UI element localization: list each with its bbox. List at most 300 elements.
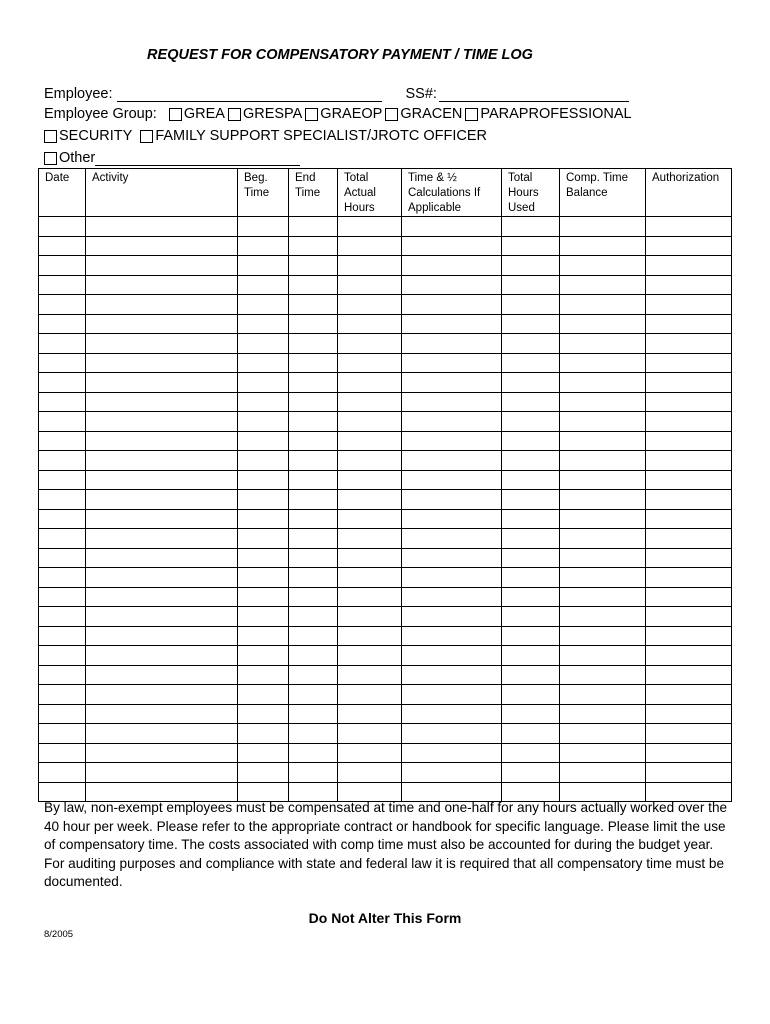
table-cell[interactable] [238, 665, 289, 685]
table-cell[interactable] [402, 431, 502, 451]
table-cell[interactable] [86, 256, 238, 276]
table-cell[interactable] [502, 626, 560, 646]
table-cell[interactable] [646, 529, 732, 549]
table-cell[interactable] [86, 334, 238, 354]
table-cell[interactable] [402, 334, 502, 354]
table-cell[interactable] [646, 334, 732, 354]
table-cell[interactable] [402, 236, 502, 256]
table-cell[interactable] [560, 763, 646, 783]
column-header: End Time [289, 169, 338, 217]
table-cell[interactable] [502, 256, 560, 276]
table-cell[interactable] [646, 490, 732, 510]
table-cell[interactable] [338, 256, 402, 276]
table-cell[interactable] [502, 509, 560, 529]
table-cell[interactable] [560, 412, 646, 432]
table-cell[interactable] [39, 256, 86, 276]
table-row [39, 256, 732, 276]
table-cell[interactable] [646, 646, 732, 666]
table-cell[interactable] [39, 334, 86, 354]
table-cell[interactable] [402, 743, 502, 763]
table-cell[interactable] [39, 236, 86, 256]
table-cell[interactable] [289, 763, 338, 783]
employee-group-line [44, 106, 632, 122]
table-cell[interactable] [502, 353, 560, 373]
table-cell[interactable] [560, 373, 646, 393]
table-cell[interactable] [338, 334, 402, 354]
table-cell[interactable] [289, 217, 338, 237]
table-cell[interactable] [338, 646, 402, 666]
table-cell[interactable] [402, 490, 502, 510]
table-cell[interactable] [560, 548, 646, 568]
table-cell[interactable] [402, 548, 502, 568]
table-cell[interactable] [560, 392, 646, 412]
table-cell[interactable] [238, 314, 289, 334]
table-cell[interactable] [502, 470, 560, 490]
group-option-label: SECURITY [59, 128, 133, 144]
table-cell[interactable] [289, 275, 338, 295]
table-cell[interactable] [86, 470, 238, 490]
table-cell[interactable] [402, 373, 502, 393]
table-cell[interactable] [86, 724, 238, 744]
table-cell[interactable] [402, 568, 502, 588]
table-cell[interactable] [86, 626, 238, 646]
table-cell[interactable] [39, 275, 86, 295]
table-cell[interactable] [560, 295, 646, 315]
table-cell[interactable] [502, 529, 560, 549]
table-cell[interactable] [238, 646, 289, 666]
table-cell[interactable] [338, 236, 402, 256]
table-cell[interactable] [39, 763, 86, 783]
table-cell[interactable] [238, 256, 289, 276]
table-cell[interactable] [289, 724, 338, 744]
table-cell[interactable] [502, 451, 560, 471]
table-cell[interactable] [646, 373, 732, 393]
table-cell[interactable] [338, 704, 402, 724]
table-cell[interactable] [560, 685, 646, 705]
table-cell[interactable] [289, 607, 338, 627]
table-cell[interactable] [402, 646, 502, 666]
column-header: Authorization [646, 169, 732, 217]
table-cell[interactable] [560, 490, 646, 510]
table-cell[interactable] [39, 646, 86, 666]
table-cell[interactable] [39, 353, 86, 373]
table-cell[interactable] [502, 295, 560, 315]
table-cell[interactable] [39, 743, 86, 763]
table-cell[interactable] [238, 548, 289, 568]
table-cell[interactable] [338, 431, 402, 451]
table-cell[interactable] [560, 587, 646, 607]
table-cell[interactable] [39, 217, 86, 237]
table-cell[interactable] [39, 568, 86, 588]
table-cell[interactable] [289, 470, 338, 490]
table-cell[interactable] [86, 646, 238, 666]
table-cell[interactable] [560, 451, 646, 471]
table-cell[interactable] [646, 295, 732, 315]
table-cell[interactable] [646, 470, 732, 490]
table-cell[interactable] [402, 685, 502, 705]
table-cell[interactable] [338, 392, 402, 412]
table-cell[interactable] [238, 704, 289, 724]
table-cell[interactable] [238, 529, 289, 549]
table-cell[interactable] [560, 743, 646, 763]
table-cell[interactable] [502, 665, 560, 685]
table-cell[interactable] [289, 548, 338, 568]
table-cell[interactable] [238, 217, 289, 237]
table-cell[interactable] [238, 373, 289, 393]
table-cell[interactable] [86, 353, 238, 373]
table-cell[interactable] [86, 743, 238, 763]
table-cell[interactable] [289, 587, 338, 607]
table-cell[interactable] [238, 470, 289, 490]
table-cell[interactable] [39, 724, 86, 744]
table-cell[interactable] [338, 665, 402, 685]
table-cell[interactable] [338, 548, 402, 568]
table-cell[interactable] [502, 607, 560, 627]
ss-field[interactable] [439, 87, 629, 102]
table-cell[interactable] [560, 334, 646, 354]
table-row [39, 743, 732, 763]
table-cell[interactable] [289, 568, 338, 588]
table-cell[interactable] [646, 685, 732, 705]
table-cell[interactable] [238, 607, 289, 627]
table-cell[interactable] [402, 275, 502, 295]
table-cell[interactable] [39, 451, 86, 471]
table-cell[interactable] [86, 236, 238, 256]
table-cell[interactable] [402, 704, 502, 724]
table-cell[interactable] [86, 548, 238, 568]
table-cell[interactable] [502, 743, 560, 763]
table-cell[interactable] [646, 607, 732, 627]
table-cell[interactable] [646, 763, 732, 783]
table-row [39, 373, 732, 393]
table-cell[interactable] [338, 490, 402, 510]
table-cell[interactable] [402, 587, 502, 607]
table-cell[interactable] [646, 412, 732, 432]
table-cell[interactable] [646, 236, 732, 256]
table-cell[interactable] [86, 529, 238, 549]
table-cell[interactable] [502, 275, 560, 295]
checkbox-gracen[interactable] [385, 108, 398, 121]
table-row [39, 334, 732, 354]
table-cell[interactable] [338, 587, 402, 607]
table-cell[interactable] [86, 451, 238, 471]
checkbox-graeop[interactable] [305, 108, 318, 121]
table-cell[interactable] [238, 236, 289, 256]
table-cell[interactable] [238, 626, 289, 646]
table-row [39, 236, 732, 256]
ss-label: SS#: [405, 86, 437, 102]
table-row [39, 685, 732, 705]
employee-field[interactable] [117, 87, 382, 102]
table-cell[interactable] [238, 412, 289, 432]
table-row [39, 431, 732, 451]
table-cell[interactable] [502, 314, 560, 334]
table-cell[interactable] [502, 373, 560, 393]
group-option-label: GREA [183, 106, 225, 122]
table-cell[interactable] [289, 665, 338, 685]
checkbox-grespa[interactable] [228, 108, 241, 121]
table-cell[interactable] [238, 275, 289, 295]
table-cell[interactable] [402, 665, 502, 685]
table-cell[interactable] [289, 256, 338, 276]
table-cell[interactable] [289, 314, 338, 334]
table-cell[interactable] [402, 392, 502, 412]
table-cell[interactable] [646, 568, 732, 588]
checkbox-grea[interactable] [169, 108, 182, 121]
column-header: Total Hours Used [502, 169, 560, 217]
column-header: Date [39, 169, 86, 217]
table-cell[interactable] [86, 763, 238, 783]
employee-line [44, 86, 629, 102]
table-cell[interactable] [646, 451, 732, 471]
table-cell[interactable] [560, 509, 646, 529]
table-cell[interactable] [502, 392, 560, 412]
table-cell[interactable] [39, 295, 86, 315]
table-cell[interactable] [502, 548, 560, 568]
table-cell[interactable] [289, 353, 338, 373]
table-cell[interactable] [289, 334, 338, 354]
table-cell[interactable] [402, 724, 502, 744]
group-option-label: GRAEOP [320, 106, 383, 122]
table-row [39, 275, 732, 295]
table-cell[interactable] [560, 275, 646, 295]
table-cell[interactable] [39, 607, 86, 627]
table-cell[interactable] [289, 646, 338, 666]
table-cell[interactable] [39, 548, 86, 568]
checkbox-family-support[interactable] [140, 130, 153, 143]
table-cell[interactable] [289, 412, 338, 432]
table-cell[interactable] [338, 412, 402, 432]
table-cell[interactable] [646, 509, 732, 529]
table-row [39, 665, 732, 685]
table-cell[interactable] [338, 275, 402, 295]
table-cell[interactable] [338, 295, 402, 315]
table-cell[interactable] [560, 431, 646, 451]
table-cell[interactable] [646, 314, 732, 334]
table-cell[interactable] [402, 314, 502, 334]
table-cell[interactable] [338, 763, 402, 783]
table-cell[interactable] [646, 353, 732, 373]
table-cell[interactable] [560, 236, 646, 256]
table-cell[interactable] [560, 256, 646, 276]
table-cell[interactable] [39, 431, 86, 451]
table-cell[interactable] [238, 724, 289, 744]
table-cell[interactable] [502, 685, 560, 705]
table-cell[interactable] [338, 568, 402, 588]
table-cell[interactable] [289, 451, 338, 471]
table-cell[interactable] [502, 217, 560, 237]
table-cell[interactable] [238, 490, 289, 510]
table-cell[interactable] [86, 568, 238, 588]
table-cell[interactable] [402, 217, 502, 237]
table-cell[interactable] [39, 373, 86, 393]
table-cell[interactable] [86, 490, 238, 510]
table-cell[interactable] [646, 724, 732, 744]
table-cell[interactable] [502, 431, 560, 451]
table-cell[interactable] [39, 392, 86, 412]
table-cell[interactable] [39, 529, 86, 549]
table-cell[interactable] [86, 587, 238, 607]
table-row [39, 470, 732, 490]
table-cell[interactable] [289, 704, 338, 724]
table-cell[interactable] [502, 334, 560, 354]
table-cell[interactable] [86, 373, 238, 393]
table-cell[interactable] [86, 704, 238, 724]
table-cell[interactable] [86, 275, 238, 295]
table-cell[interactable] [238, 334, 289, 354]
table-cell[interactable] [560, 626, 646, 646]
table-cell[interactable] [238, 587, 289, 607]
table-cell[interactable] [502, 646, 560, 666]
table-cell[interactable] [289, 373, 338, 393]
table-cell[interactable] [338, 509, 402, 529]
table-cell[interactable] [338, 724, 402, 744]
table-cell[interactable] [238, 431, 289, 451]
table-cell[interactable] [39, 685, 86, 705]
table-cell[interactable] [86, 314, 238, 334]
table-cell[interactable] [238, 568, 289, 588]
table-cell[interactable] [86, 295, 238, 315]
table-cell[interactable] [560, 646, 646, 666]
table-cell[interactable] [289, 236, 338, 256]
table-cell[interactable] [402, 295, 502, 315]
table-cell[interactable] [338, 529, 402, 549]
table-cell[interactable] [402, 353, 502, 373]
table-cell[interactable] [289, 626, 338, 646]
table-cell[interactable] [402, 451, 502, 471]
table-cell[interactable] [502, 704, 560, 724]
table-cell[interactable] [560, 724, 646, 744]
table-cell[interactable] [338, 685, 402, 705]
table-cell[interactable] [238, 295, 289, 315]
table-cell[interactable] [338, 373, 402, 393]
table-cell[interactable] [86, 665, 238, 685]
table-cell[interactable] [39, 314, 86, 334]
table-cell[interactable] [338, 607, 402, 627]
table-cell[interactable] [502, 763, 560, 783]
table-cell[interactable] [86, 607, 238, 627]
form-title: REQUEST FOR COMPENSATORY PAYMENT / TIME LOG [147, 47, 533, 63]
table-cell[interactable] [238, 685, 289, 705]
table-cell[interactable] [238, 763, 289, 783]
table-cell[interactable] [560, 217, 646, 237]
table-cell[interactable] [402, 607, 502, 627]
table-cell[interactable] [560, 353, 646, 373]
table-cell[interactable] [289, 509, 338, 529]
table-cell[interactable] [86, 685, 238, 705]
table-row [39, 568, 732, 588]
table-cell[interactable] [560, 704, 646, 724]
checkbox-security[interactable] [44, 130, 57, 143]
table-cell[interactable] [338, 314, 402, 334]
checkbox-paraprofessional[interactable] [465, 108, 478, 121]
table-cell[interactable] [646, 743, 732, 763]
table-cell[interactable] [86, 392, 238, 412]
table-cell[interactable] [560, 314, 646, 334]
table-cell[interactable] [646, 626, 732, 646]
other-label: Other [59, 150, 96, 166]
table-cell[interactable] [39, 665, 86, 685]
table-cell[interactable] [86, 412, 238, 432]
checkbox-other[interactable] [44, 152, 57, 165]
table-cell[interactable] [238, 451, 289, 471]
table-cell[interactable] [338, 626, 402, 646]
table-cell[interactable] [646, 431, 732, 451]
table-cell[interactable] [402, 529, 502, 549]
table-cell[interactable] [560, 568, 646, 588]
table-cell[interactable] [238, 392, 289, 412]
table-cell[interactable] [502, 490, 560, 510]
table-cell[interactable] [402, 509, 502, 529]
table-cell[interactable] [560, 665, 646, 685]
other-field[interactable] [95, 151, 300, 166]
table-cell[interactable] [402, 256, 502, 276]
table-cell[interactable] [560, 470, 646, 490]
table-cell[interactable] [646, 392, 732, 412]
table-row [39, 490, 732, 510]
table-cell[interactable] [39, 704, 86, 724]
table-cell[interactable] [238, 353, 289, 373]
table-row [39, 607, 732, 627]
table-cell[interactable] [39, 626, 86, 646]
table-cell[interactable] [338, 451, 402, 471]
table-cell[interactable] [502, 412, 560, 432]
table-cell[interactable] [86, 217, 238, 237]
table-cell[interactable] [646, 704, 732, 724]
table-cell[interactable] [289, 295, 338, 315]
table-cell[interactable] [39, 587, 86, 607]
table-cell[interactable] [238, 509, 289, 529]
table-cell[interactable] [560, 607, 646, 627]
table-cell[interactable] [338, 470, 402, 490]
table-cell[interactable] [289, 490, 338, 510]
do-not-alter-notice: Do Not Alter This Form [308, 910, 462, 926]
table-cell[interactable] [402, 763, 502, 783]
table-cell[interactable] [402, 626, 502, 646]
table-cell[interactable] [502, 236, 560, 256]
table-cell[interactable] [39, 412, 86, 432]
table-cell[interactable] [289, 743, 338, 763]
table-cell[interactable] [39, 470, 86, 490]
table-row [39, 548, 732, 568]
table-cell[interactable] [289, 685, 338, 705]
table-cell[interactable] [646, 217, 732, 237]
table-cell[interactable] [402, 470, 502, 490]
table-cell[interactable] [502, 587, 560, 607]
table-cell[interactable] [502, 568, 560, 588]
table-cell[interactable] [289, 529, 338, 549]
table-cell[interactable] [338, 743, 402, 763]
table-cell[interactable] [402, 412, 502, 432]
table-cell[interactable] [289, 392, 338, 412]
table-cell[interactable] [39, 490, 86, 510]
table-cell[interactable] [646, 275, 732, 295]
table-cell[interactable] [502, 724, 560, 744]
table-cell[interactable] [646, 548, 732, 568]
table-cell[interactable] [338, 217, 402, 237]
table-cell[interactable] [338, 353, 402, 373]
table-cell[interactable] [86, 509, 238, 529]
table-cell[interactable] [86, 431, 238, 451]
table-cell[interactable] [646, 587, 732, 607]
table-row [39, 763, 732, 783]
table-cell[interactable] [560, 529, 646, 549]
table-cell[interactable] [238, 743, 289, 763]
table-cell[interactable] [646, 665, 732, 685]
table-cell[interactable] [39, 509, 86, 529]
table-cell[interactable] [289, 431, 338, 451]
table-cell[interactable] [646, 256, 732, 276]
